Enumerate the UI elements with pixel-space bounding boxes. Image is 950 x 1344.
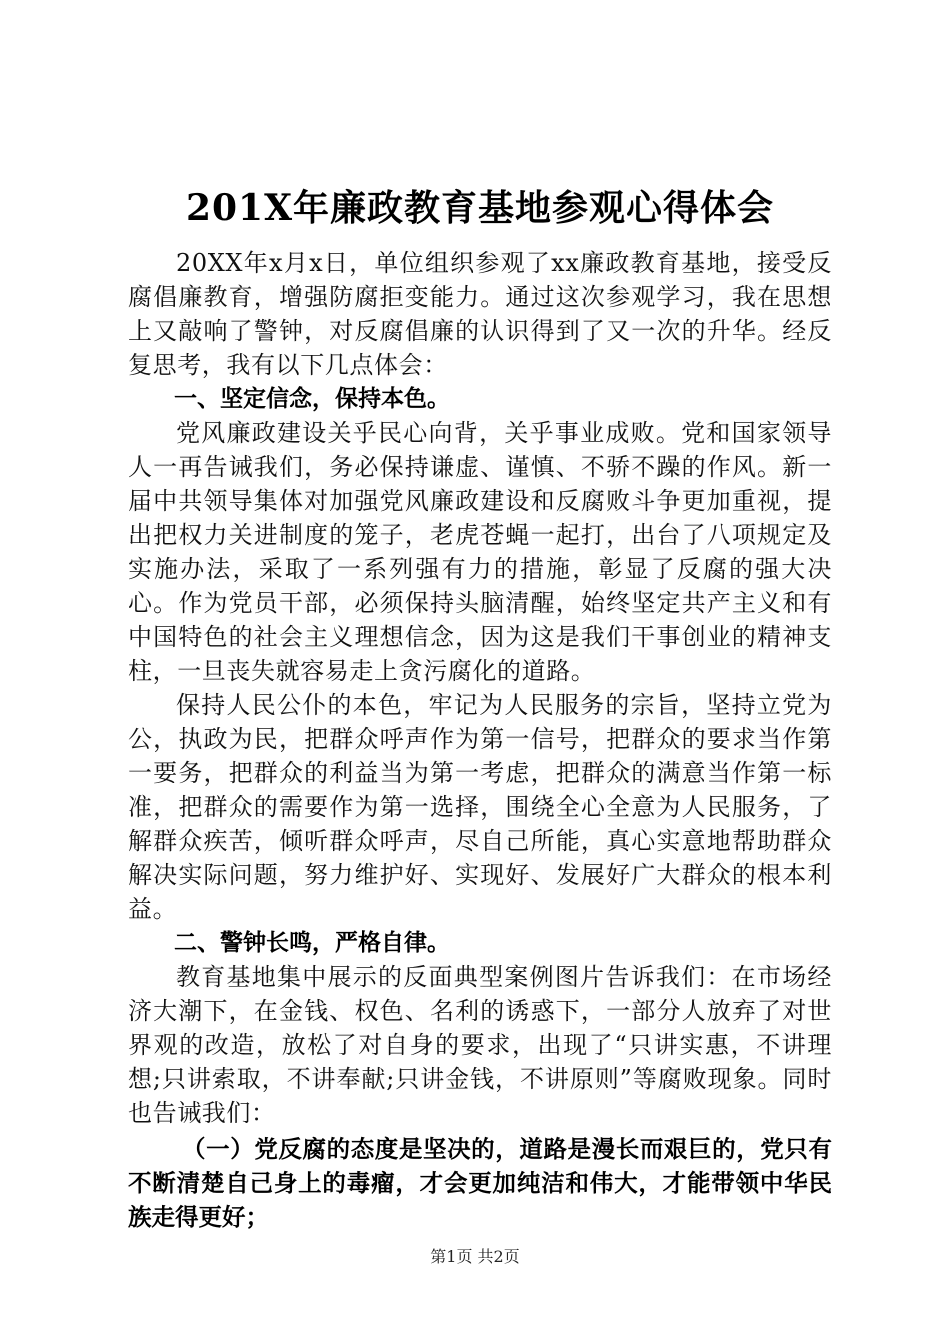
section-2-paragraph-1: 教育基地集中展示的反面典型案例图片告诉我们：在市场经济大潮下，在金钱、权色、名利的诱惑下，一部分人放弃了对世界观的改造，放松了对自身的要求，出现了“只讲实惠，不讲理想;只讲索取，不讲奉献;只讲金钱，不讲原则”等腐败现象。同时也告诫我们： [128,963,832,1127]
document-body [128,178,832,1234]
section-1-heading: 一、坚定信念，保持本色。 [174,386,450,412]
section-2-heading: 二、警钟长鸣，严格自律。 [174,930,450,956]
intro-paragraph: 20XX年x月x日，单位组织参观了xx廉政教育基地，接受反腐倡廉教育，增强防腐拒变能力。通过这次参观学习，我在思想上又敲响了警钟，对反腐倡廉的认识得到了又一次的升华。经反复思考，我有以下几点体会： [128,249,832,379]
document-title: 201X年廉政教育基地参观心得体会 [185,187,775,229]
section-1-paragraph-1: 党风廉政建设关乎民心向背，关乎事业成败。党和国家领导人一再告诫我们，务必保持谦虚、谨慎、不骄不躁的作风。新一届中共领导集体对加强党风廉政建设和反腐败斗争更加重视，提出把权力关进制度的笼子，老虎苍蝇一起打，出台了八项规定及实施办法，采取了一系列强有力的措施，彰显了反腐的强大决心。作为党员干部，必须保持头脑清醒，始终坚定共产主义和有中国特色的社会主义理想信念，因为这是我们干事创业的精神支柱，一旦丧失就容易走上贪污腐化的道路。 [128,419,832,685]
section-2-point-1: （一）党反腐的态度是坚决的，道路是漫长而艰巨的，党只有不断清楚自己身上的毒瘤，才会更加纯洁和伟大，才能带领中华民族走得更好； [128,1135,832,1231]
page-footer: 第1页 共2页 [430,1247,520,1266]
section-1-paragraph-2: 保持人民公仆的本色，牢记为人民服务的宗旨，坚持立党为公，执政为民，把群众呼声作为第一信号，把群众的要求当作第一要务，把群众的利益当为第一考虑，把群众的满意当作第一标准，把群众的需要作为第一选择，围绕全心全意为人民服务，了解群众疾苦，倾听群众呼声，尽自己所能，真心实意地帮助群众解决实际问题，努力维护好、实现好、发展好广大群众的根本利益。 [128,691,832,923]
